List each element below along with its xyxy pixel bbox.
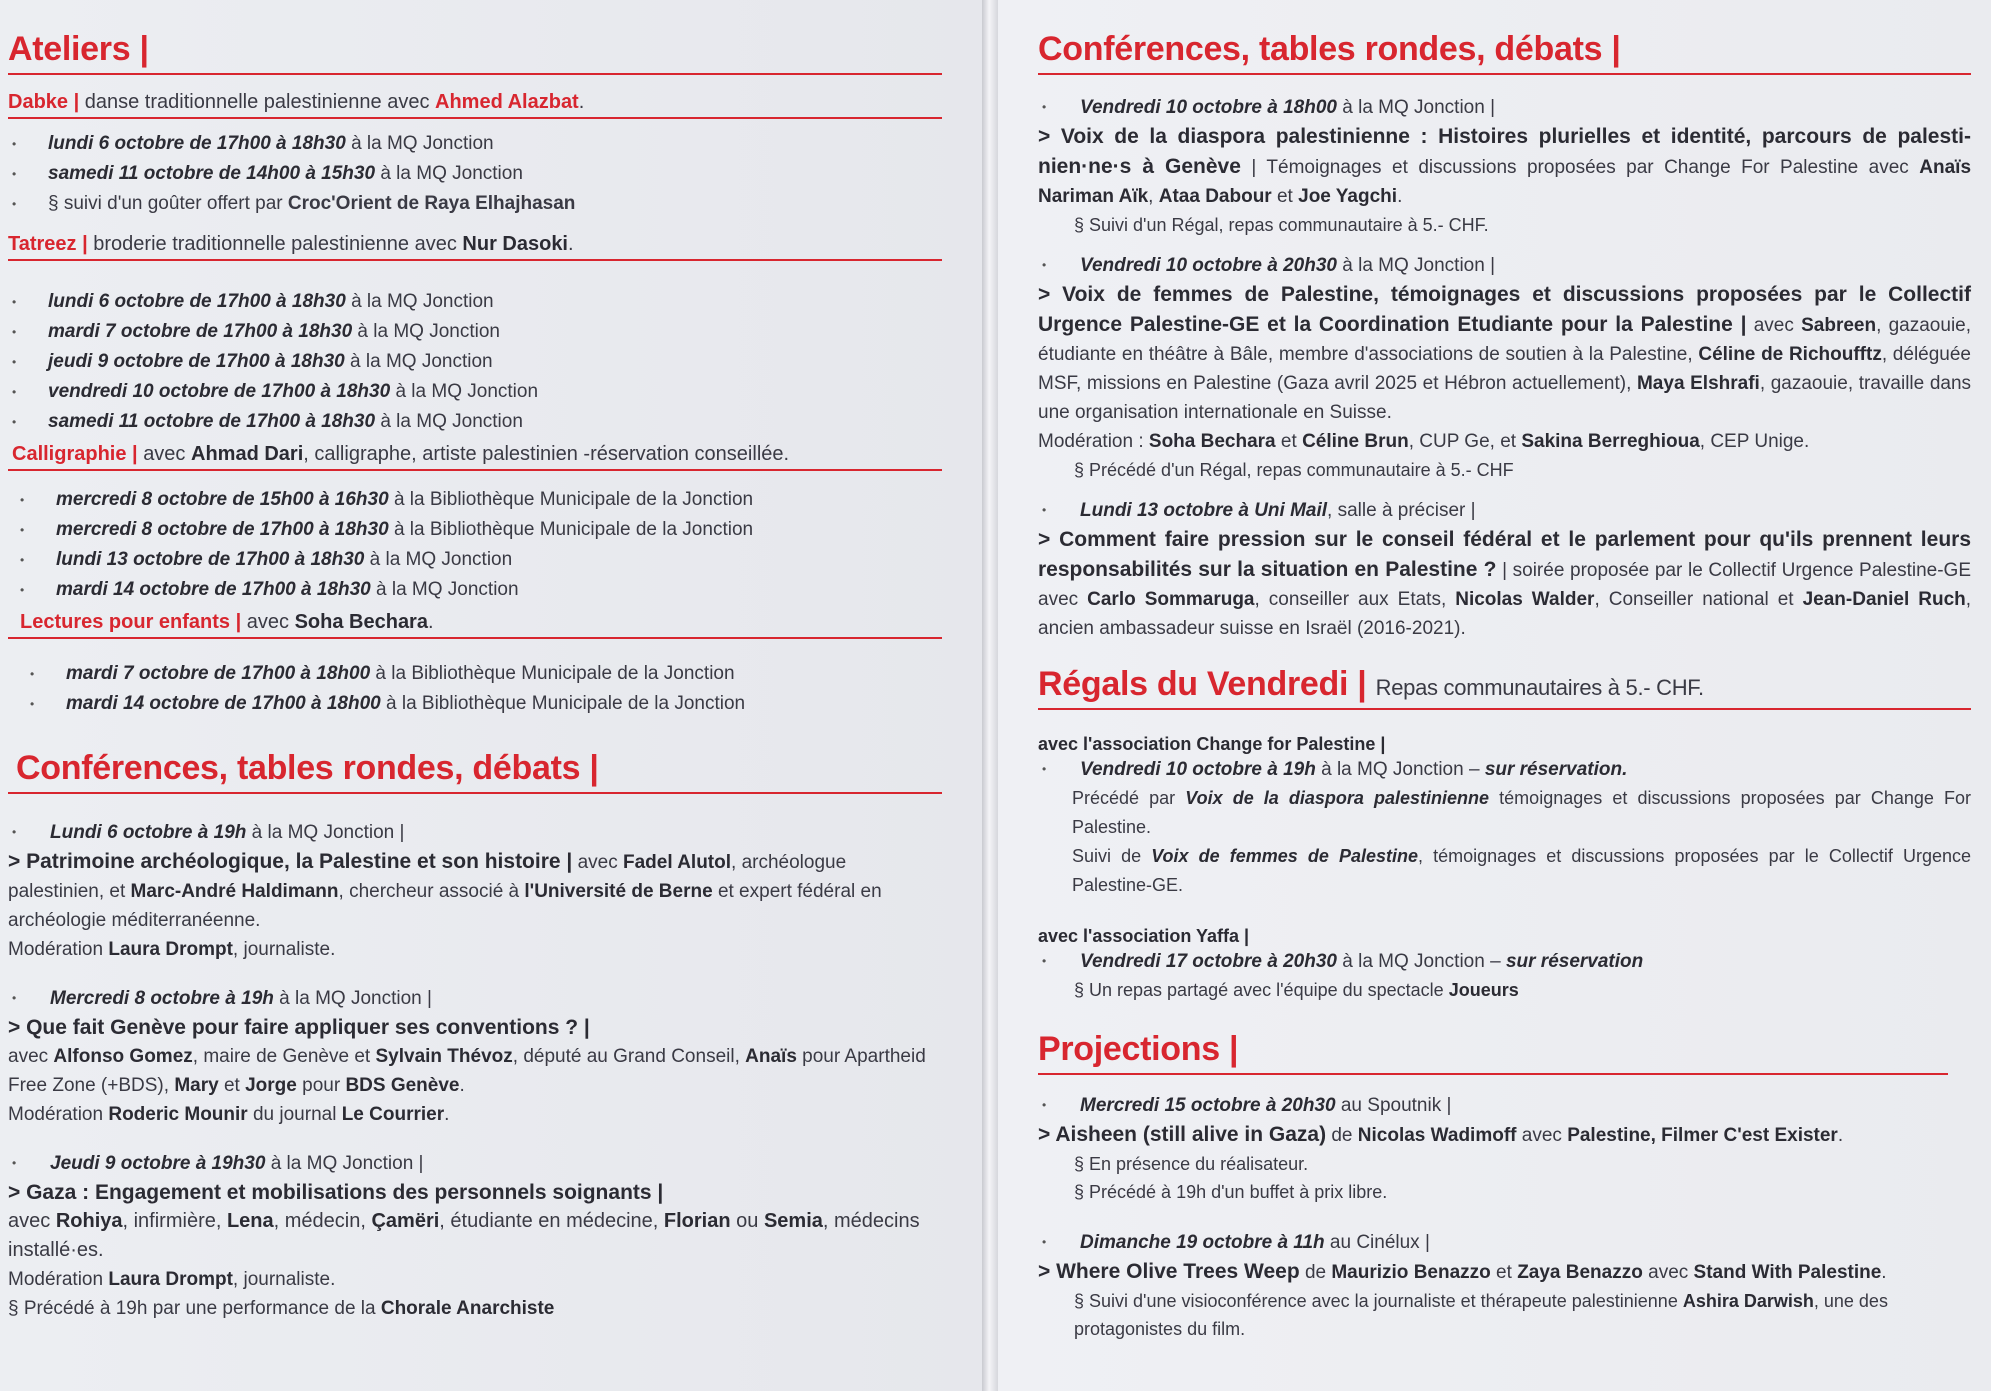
list-item: • lundi 13 octobre de 17h00 à 18h30 à la MQ Jonction bbox=[16, 545, 942, 575]
list-item: • mardi 14 octobre de 17h00 à 18h00 à la Bibliothèque Municipale de la Jonction bbox=[26, 689, 942, 719]
event-date: • Mercredi 15 octobre à 20h30 au Spoutnik | bbox=[1038, 1091, 1971, 1120]
event-date: • Vendredi 10 octobre à 18h00 à la MQ Jonction | bbox=[1038, 93, 1971, 122]
calligraphie-person: Ahmad Dari bbox=[191, 443, 304, 465]
list-item: • mercredi 8 octobre de 17h00 à 18h30 à la Bibliothèque Municipale de la Jonction bbox=[16, 515, 942, 545]
group-title: avec l'association Yaffa | bbox=[1038, 926, 1250, 946]
event-date: • Vendredi 17 octobre à 20h30 à la MQ Jonction – sur réservation bbox=[1038, 947, 1971, 976]
event-date: • Mercredi 8 octobre à 19h à la MQ Jonction | bbox=[8, 984, 942, 1013]
page-fold bbox=[982, 0, 998, 1391]
event-note: § Un repas partagé avec l'équipe du spectacle Joueurs bbox=[1074, 980, 1519, 1000]
event-gaza-soignants bbox=[8, 1149, 942, 1323]
event-body: avec Alfonso Gomez, maire de Genève et Sylvain Thévoz, député au Grand Conseil, Anaïs pour Apartheid Free Zone (+BDS), Mary et Jorge pour BDS Genève. bbox=[8, 1046, 926, 1096]
regal-followed: Suivi de Voix de femmes de Palestine, témoignages et discussions proposées par le Collectif Urgence Palestine-GE. bbox=[1072, 846, 1971, 895]
calligraphie-name: Calligraphie | bbox=[12, 443, 138, 465]
event-note: § Précédé à 19h d'un buffet à prix libre. bbox=[1074, 1182, 1388, 1202]
projection-aisheen bbox=[1038, 1091, 1971, 1206]
lectures-header: Lectures pour enfants | avec Soha Bechara. bbox=[8, 611, 942, 639]
calligraphie-header: Calligraphie | avec Ahmad Dari, calligraphe, artiste palestinien -réservation conseillée. bbox=[8, 443, 942, 471]
regal-preceded: Précédé par Voix de la diaspora palestinienne témoignages et discussions proposées par Change For Palestine. bbox=[1072, 788, 1971, 837]
calligraphie-dates bbox=[8, 485, 942, 605]
event-date: • Dimanche 19 octobre à 11h au Cinélux | bbox=[1038, 1228, 1971, 1257]
tatreez-name: Tatreez | bbox=[8, 233, 88, 255]
event-diaspora bbox=[1038, 93, 1971, 239]
ateliers-heading: Ateliers | bbox=[8, 30, 942, 75]
list-item: • mercredi 8 octobre de 15h00 à 16h30 à la Bibliothèque Municipale de la Jonction bbox=[16, 485, 942, 515]
list-item: • vendredi 10 octobre de 17h00 à 18h30 à la MQ Jonction bbox=[8, 377, 942, 407]
event-note: § Suivi d'un Régal, repas communautaire à 5.- CHF. bbox=[1074, 215, 1489, 235]
tatreez-dates bbox=[8, 287, 942, 437]
event-body: > Aisheen (still alive in Gaza) de Nicolas Wadimoff avec Palestine, Filmer C'est Exister. bbox=[1038, 1123, 1844, 1146]
dabke-dates bbox=[8, 129, 942, 219]
conferences-heading-left: Conférences, tables rondes, débats | bbox=[8, 749, 942, 794]
list-item: • lundi 6 octobre de 17h00 à 18h30 à la MQ Jonction bbox=[8, 129, 942, 159]
list-item: • jeudi 9 octobre de 17h00 à 18h30 à la MQ Jonction bbox=[8, 347, 942, 377]
projections-heading: Projections | bbox=[1038, 1030, 1948, 1075]
event-note: § En présence du réalisateur. bbox=[1074, 1154, 1309, 1174]
event-note: § Suivi d'une visioconférence avec la journaliste et thérapeute palestinienne Ashira Darwish, une des protagonistes du film. bbox=[1074, 1291, 1888, 1339]
event-geneve-conventions bbox=[8, 984, 942, 1129]
projection-olive-trees bbox=[1038, 1228, 1971, 1343]
group-title: avec l'association Change for Palestine | bbox=[1038, 734, 1386, 754]
event-date: • Jeudi 9 octobre à 19h30 à la MQ Jonction | bbox=[8, 1149, 942, 1178]
event-moderation: Modération Laura Drompt, journaliste. bbox=[8, 939, 336, 960]
event-title: > Que fait Genève pour faire appliquer ses conventions ? | bbox=[8, 1016, 590, 1039]
list-item: • lundi 6 octobre de 17h00 à 18h30 à la MQ Jonction bbox=[8, 287, 942, 317]
tatreez-header: Tatreez | broderie traditionnelle palestinienne avec Nur Dasoki. bbox=[8, 233, 942, 261]
list-item: • samedi 11 octobre de 14h00 à 15h30 à la MQ Jonction bbox=[8, 159, 942, 189]
event-title: > Comment faire pression sur le conseil fédéral et le parlement pour qu'ils prennent leurs responsabilités sur la situation en Palestine ? bbox=[1038, 528, 1971, 581]
event-voix-femmes bbox=[1038, 251, 1971, 484]
event-moderation: Modération Laura Drompt, journaliste. bbox=[8, 1269, 336, 1290]
regal-change-for-palestine bbox=[1038, 734, 1971, 900]
event-conseil-federal bbox=[1038, 496, 1971, 643]
list-item: • samedi 11 octobre de 17h00 à 18h30 à la MQ Jonction bbox=[8, 407, 942, 437]
regal-yaffa bbox=[1038, 926, 1971, 1004]
lectures-name: Lectures pour enfants | bbox=[20, 611, 242, 633]
event-date: • Lundi 13 octobre à Uni Mail, salle à préciser | bbox=[1038, 496, 1971, 525]
event-body: > Patrimoine archéologique, la Palestine et son histoire | avec Fadel Alutol, archéologue palestinien, et Marc-André Haldimann, chercheur associé à l'Université de Berne et expert fédéral en archéologie méditerranéenne. bbox=[8, 850, 882, 931]
event-moderation: Modération Roderic Mounir du journal Le Courrier. bbox=[8, 1104, 450, 1125]
lectures-person: Soha Bechara bbox=[294, 611, 428, 633]
regals-subtitle: Repas communautaires à 5.- CHF. bbox=[1375, 675, 1704, 700]
event-body: > Comment faire pression sur le conseil fédéral et le parlement pour qu'ils prennent leurs responsabilités sur la situation en Palestine ? | soirée proposée par le Collectif Urgence Palestine-GE avec Carlo Sommaruga, conseiller aux Etats, Nicolas Walder, Conseiller national et Jean-Daniel Ruch, ancien ambassadeur suisse en Israël (2016-2021). bbox=[1038, 528, 1972, 639]
dabke-header: Dabke | danse traditionnelle palestinienne avec Ahmed Alazbat. bbox=[8, 91, 942, 119]
event-title: > Aisheen (still alive in Gaza) bbox=[1038, 1123, 1327, 1146]
event-body: > Voix de femmes de Palestine, témoignages et discussions proposées par le Collectif Urgence Palestine-GE et la Coordination Etudiante pour la Palestine | avec Sabreen, gazaouie, étudiante en théâtre à Bâle, membre d'associations de soutien à la Palestine, Céline de Richoufftz, déléguée MSF, missions en Palestine (Gaza avril 2025 et Hébron actuellement), Maya Elshrafi, gazaouie, travaille dans une organisation internationale en Suisse. bbox=[1038, 283, 1972, 423]
event-body: avec Rohiya, infirmière, Lena, médecin, Çamëri, étudiante en médecine, Florian ou Semia, médecins installé·es. bbox=[8, 1210, 920, 1261]
dabke-name: Dabke | bbox=[8, 91, 80, 113]
event-body: > Voix de la diaspora palestinienne : Histoires plurielles et identité, parcours de palesti-nien·ne·s à Genève | Témoignages et discussions proposées par Change For Palestine avec Anaïs Nariman Aïk, Ataa Dabour et Joe Yagchi. bbox=[1038, 125, 1972, 207]
event-date: • Lundi 6 octobre à 19h à la MQ Jonction | bbox=[8, 818, 942, 847]
event-title: > Voix de la diaspora palestinienne : Histoires plurielles et identité, parcours de palesti-nien·ne·s à Genève bbox=[1038, 125, 1971, 178]
tatreez-desc: broderie traditionnelle palestinienne avec bbox=[93, 233, 457, 255]
left-column bbox=[0, 0, 982, 1391]
event-date: • Vendredi 10 octobre à 20h30 à la MQ Jonction | bbox=[1038, 251, 1971, 280]
dabke-desc: danse traditionnelle palestinienne avec bbox=[84, 91, 430, 113]
event-date: • Vendredi 10 octobre à 19h à la MQ Jonction – sur réservation. bbox=[1038, 755, 1971, 784]
event-title: > Gaza : Engagement et mobilisations des personnels soignants | bbox=[8, 1181, 664, 1204]
event-note: § Précédé d'un Régal, repas communautaire à 5.- CHF bbox=[1074, 460, 1514, 480]
list-item: • mardi 7 octobre de 17h00 à 18h30 à la MQ Jonction bbox=[8, 317, 942, 347]
dabke-person: Ahmed Alazbat bbox=[435, 91, 579, 113]
list-item: • mardi 7 octobre de 17h00 à 18h00 à la Bibliothèque Municipale de la Jonction bbox=[26, 659, 942, 689]
event-title: > Where Olive Trees Weep bbox=[1038, 1260, 1300, 1283]
regals-heading: Régals du Vendredi | Repas communautaires à 5.- CHF. bbox=[1038, 665, 1971, 710]
list-item: • § suivi d'un goûter offert par Croc'Orient de Raya Elhajhasan bbox=[8, 189, 942, 219]
event-moderation: Modération : Soha Bechara et Céline Brun, CUP Ge, et Sakina Berreghioua, CEP Unige. bbox=[1038, 431, 1810, 452]
tatreez-person: Nur Dasoki bbox=[462, 233, 568, 255]
list-item: • mardi 14 octobre de 17h00 à 18h30 à la MQ Jonction bbox=[16, 575, 942, 605]
event-body: > Where Olive Trees Weep de Maurizio Benazzo et Zaya Benazzo avec Stand With Palestine. bbox=[1038, 1260, 1887, 1283]
event-patrimoine bbox=[8, 818, 942, 964]
lectures-dates bbox=[8, 659, 942, 719]
conferences-heading-right: Conférences, tables rondes, débats | bbox=[1038, 30, 1971, 75]
right-column bbox=[998, 0, 1991, 1391]
event-note: § Précédé à 19h par une performance de la Chorale Anarchiste bbox=[8, 1298, 555, 1319]
event-title: > Voix de femmes de Palestine, témoignages et discussions proposées par le Collectif Urgence Palestine-GE et la Coordination Etudiante pour la Palestine | bbox=[1038, 283, 1971, 336]
event-title: > Patrimoine archéologique, la Palestine et son histoire | bbox=[8, 850, 573, 873]
